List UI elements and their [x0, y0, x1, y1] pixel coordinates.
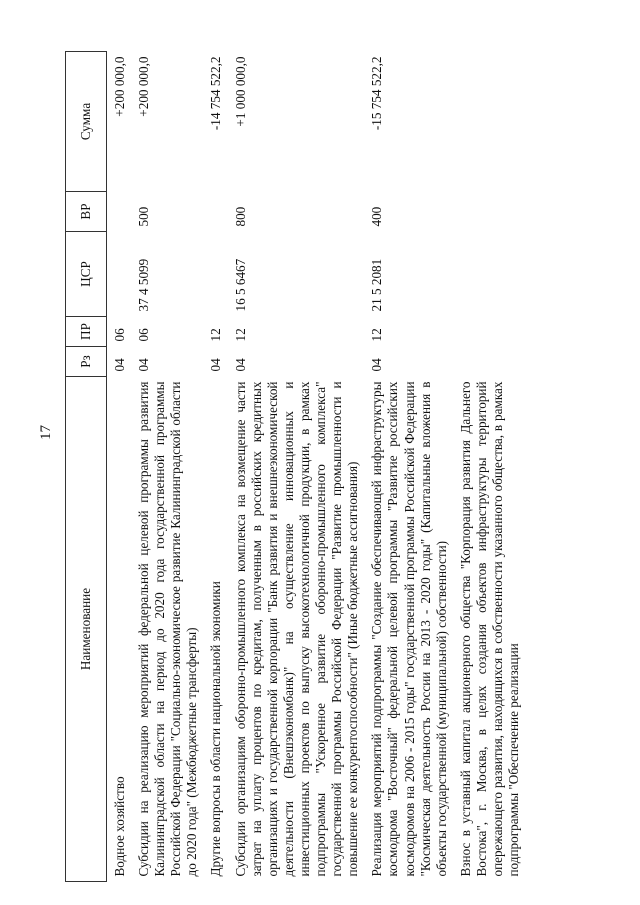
row-sum [453, 52, 525, 192]
row-sum: -14 754 522,2 [208, 56, 224, 131]
row-name: Другие вопросы в области национальной экономики [208, 581, 224, 877]
row-vr [107, 192, 132, 232]
header-vr: ВР [66, 192, 107, 232]
header-rz: Рз [66, 347, 107, 377]
header-csr: ЦСР [66, 232, 107, 317]
table-header-row [66, 52, 107, 882]
row-rz [453, 347, 525, 377]
row-pr: 12 [369, 328, 385, 342]
row-sum: +200 000,0 [136, 56, 152, 117]
row-vr: 500 [136, 206, 152, 227]
row-rz: 04 [369, 358, 385, 372]
row-pr [453, 317, 525, 347]
row-pr: 12 [232, 328, 248, 342]
header-pr: ПР [66, 317, 107, 347]
table-row [364, 52, 452, 882]
row-csr: 21 5 2081 [369, 258, 385, 312]
row-name: Реализация мероприятий подпрограммы "Создание обеспечивающей инфраструктуры космодрома "Восточный" федеральной целевой программы "Развитие российских космодромов на 2006 - 2015 годы" государственной программы Российской Федерации "Космическая деятельность России на 2013 - 2020 годы" (Капитальные вложения в объекты государственной (муниципальной) собственности) [369, 381, 449, 877]
rotated-table-container [65, 52, 625, 882]
table-row [453, 52, 525, 882]
header-sum: Сумма [66, 52, 107, 192]
row-csr [107, 232, 132, 317]
row-sum: +1 000 000,0 [232, 56, 248, 127]
budget-table [65, 51, 525, 882]
row-pr: 06 [112, 328, 127, 342]
table-row [107, 52, 132, 882]
row-csr: 16 5 6467 [232, 258, 248, 312]
row-pr: 12 [208, 328, 224, 342]
row-csr: 37 4 5099 [136, 258, 152, 312]
row-vr: 400 [369, 206, 385, 227]
row-rz: 04 [208, 358, 224, 372]
table-row [203, 52, 227, 882]
table-row [228, 52, 365, 882]
row-name: Взнос в уставный капитал акционерного общества "Корпорация развития Дальнего Востока", г. Москва, в целях создания объектов инфраструктуры территорий опережающего развития, находящихся в собственности указанного общества, в рамках подпрограммы "Обеспечение реализации [457, 381, 522, 877]
row-vr: 800 [232, 206, 248, 227]
row-pr: 06 [136, 328, 152, 342]
header-name: Наименование [66, 377, 107, 882]
table-row [131, 52, 203, 882]
row-csr [203, 232, 227, 317]
row-sum: -15 754 522,2 [369, 56, 385, 131]
row-name: Водное хозяйство [112, 776, 127, 877]
row-rz: 04 [136, 358, 152, 372]
row-sum: +200 000,0 [112, 56, 127, 117]
row-rz: 04 [232, 358, 248, 372]
row-name: Субсидии организациям оборонно-промышленного комплекса на возмещение части затрат на уплату процентов по кредитам, полученным в российских кредитных организациях и государственной корпорации "Банк развития и внешнеэкономической деятельности (Внешэкономбанк)" на осуществление инновационных и инвестиционных проектов по выпуску высокотехнологичной продукции, в рамках подпрограммы "Ускоренное развитие оборонно-промышленного комплекса" государственной программы Российской Федерации "Развитие промышленности и повышение ее конкурентоспособности" (Иные бюджетные ассигнования) [232, 381, 361, 877]
row-vr [203, 192, 227, 232]
row-name: Субсидии на реализацию мероприятий федеральной целевой программы развития Калининградской области на период до 2020 года государственной программы Российской Федерации "Социально-экономическое развитие Калининградской области до 2020 года" (Межбюджетные трансферты) [136, 381, 200, 877]
page-number: 17 [38, 425, 54, 440]
row-rz: 04 [112, 358, 127, 372]
row-csr [453, 232, 525, 317]
row-vr [453, 192, 525, 232]
